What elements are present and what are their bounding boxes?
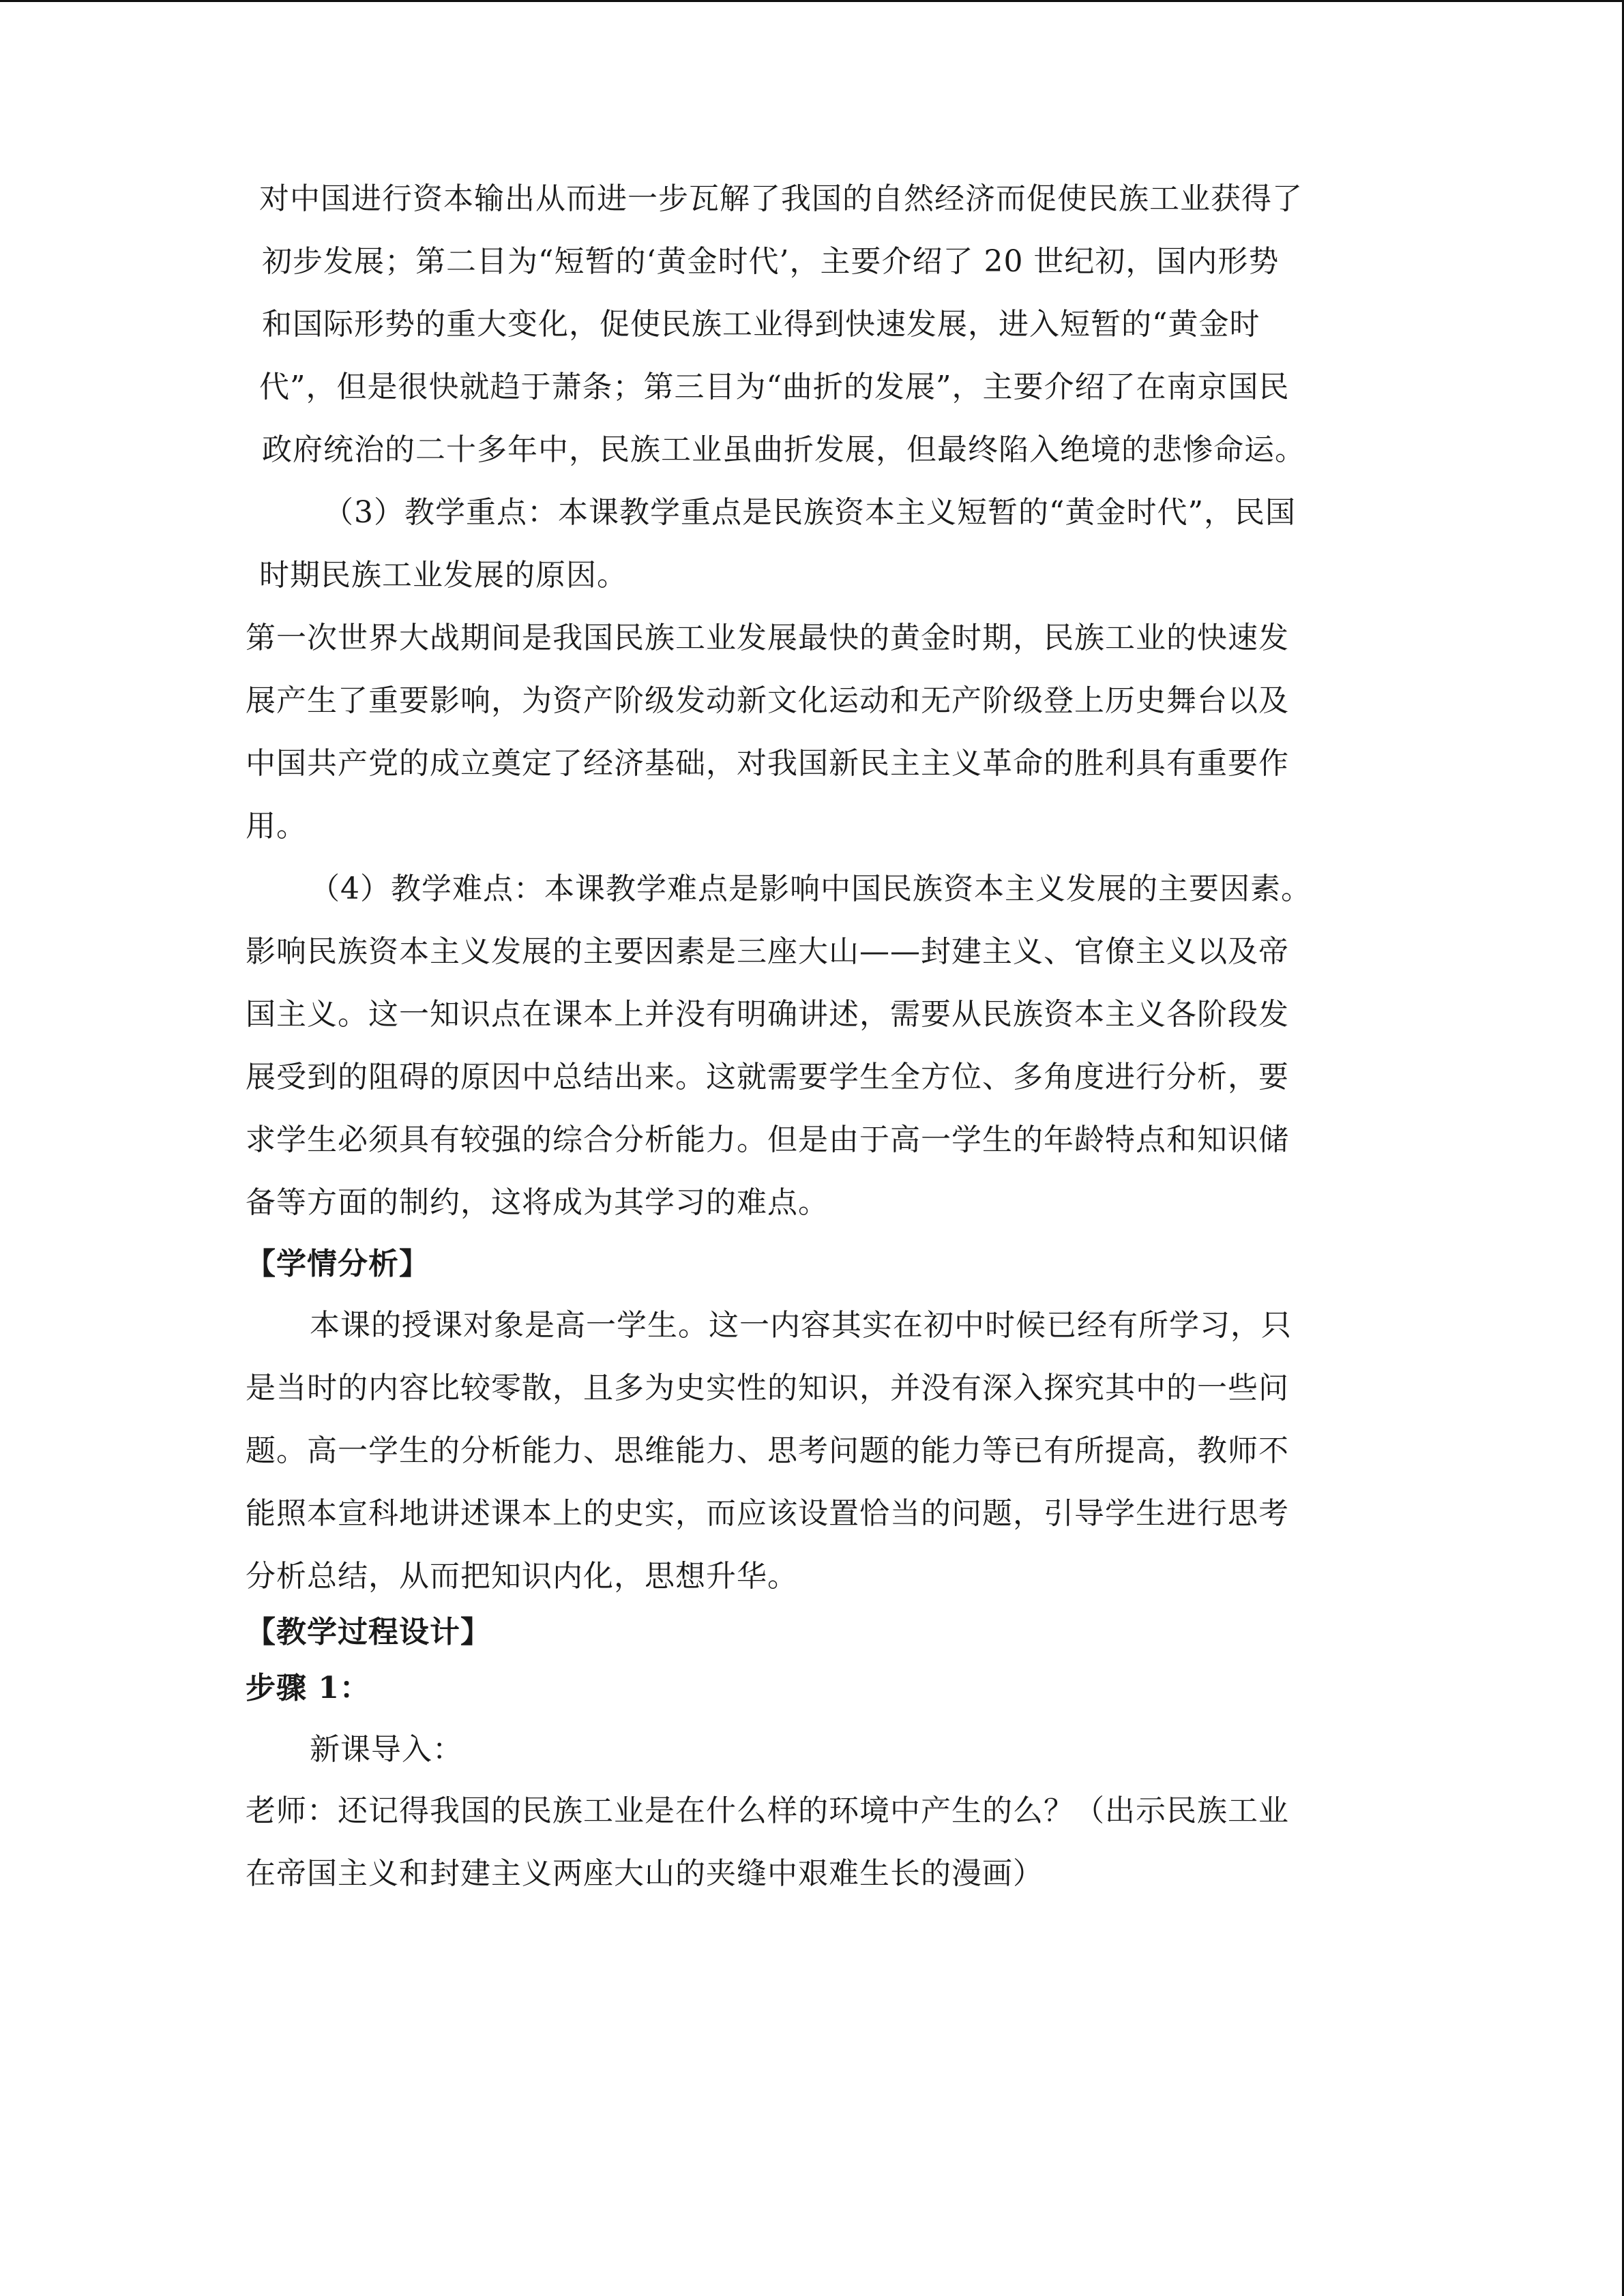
page-top-border (0, 0, 1624, 2)
section-heading: 【学情分析】 (246, 1247, 430, 1281)
step-label: 步骤 1： (246, 1671, 370, 1705)
paragraph-line: （4）教学难点：本课教学难点是影响中国民族资本主义发展的主要因素。 (310, 871, 1312, 906)
paragraph-line: 分析总结，从而把知识内化，思想升华。 (246, 1559, 798, 1594)
paragraph-line: 初步发展；第二目为“短暂的‘黄金时代’，主要介绍了 20 世纪初，国内形势 (262, 244, 1280, 279)
paragraph-line: 备等方面的制约，这将成为其学习的难点。 (246, 1185, 829, 1220)
paragraph-line: 用。 (246, 809, 307, 844)
paragraph-line: 能照本宣科地讲述课本上的史实，而应该设置恰当的问题，引导学生进行思考 (246, 1496, 1289, 1531)
paragraph-line: 求学生必须具有较强的综合分析能力。但是由于高一学生的年龄特点和知识储 (246, 1122, 1289, 1157)
paragraph-line: 中国共产党的成立奠定了经济基础，对我国新民主主义革命的胜利具有重要作 (246, 746, 1289, 781)
paragraph-line: 和国际形势的重大变化，促使民族工业得到快速发展，进入短暂的“黄金时 (262, 307, 1260, 342)
paragraph-line: 展受到的阻碍的原因中总结出来。这就需要学生全方位、多角度进行分析，要 (246, 1060, 1289, 1094)
paragraph-line: 第一次世界大战期间是我国民族工业发展最快的黄金时期，民族工业的快速发 (246, 621, 1289, 655)
paragraph-line: 在帝国主义和封建主义两座大山的夹缝中艰难生长的漫画） (246, 1856, 1044, 1891)
paragraph-line: 时期民族工业发展的原因。 (259, 558, 628, 593)
paragraph-line: 影响民族资本主义发展的主要因素是三座大山——封建主义、官僚主义以及帝 (246, 934, 1289, 969)
paragraph-line: 本课的授课对象是高一学生。这一内容其实在初中时候已经有所学习，只 (310, 1308, 1292, 1343)
paragraph-line: 新课导入： (310, 1732, 463, 1767)
paragraph-line: 老师：还记得我国的民族工业是在什么样的环境中产生的么？（出示民族工业 (246, 1793, 1289, 1828)
paragraph-line: 展产生了重要影响，为资产阶级发动新文化运动和无产阶级登上历史舞台以及 (246, 683, 1289, 718)
paragraph-line: 是当时的内容比较零散，且多为史实性的知识，并没有深入探究其中的一些问 (246, 1371, 1289, 1405)
paragraph-line: 国主义。这一知识点在课本上并没有明确讲述，需要从民族资本主义各阶段发 (246, 997, 1289, 1032)
paragraph-line: 题。高一学生的分析能力、思维能力、思考问题的能力等已有所提高，教师不 (246, 1433, 1289, 1468)
paragraph-line: （3）教学重点：本课教学重点是民族资本主义短暂的“黄金时代”，民国 (323, 495, 1296, 530)
paragraph-line: 代”，但是很快就趋于萧条；第三目为“曲折的发展”，主要介绍了在南京国民 (259, 370, 1290, 404)
paragraph-line: 政府统治的二十多年中，民族工业虽曲折发展，但最终陷入绝境的悲惨命运。 (262, 432, 1305, 467)
section-heading: 【教学过程设计】 (246, 1615, 491, 1650)
paragraph-line: 对中国进行资本输出从而进一步瓦解了我国的自然经济而促使民族工业获得了 (259, 181, 1303, 216)
